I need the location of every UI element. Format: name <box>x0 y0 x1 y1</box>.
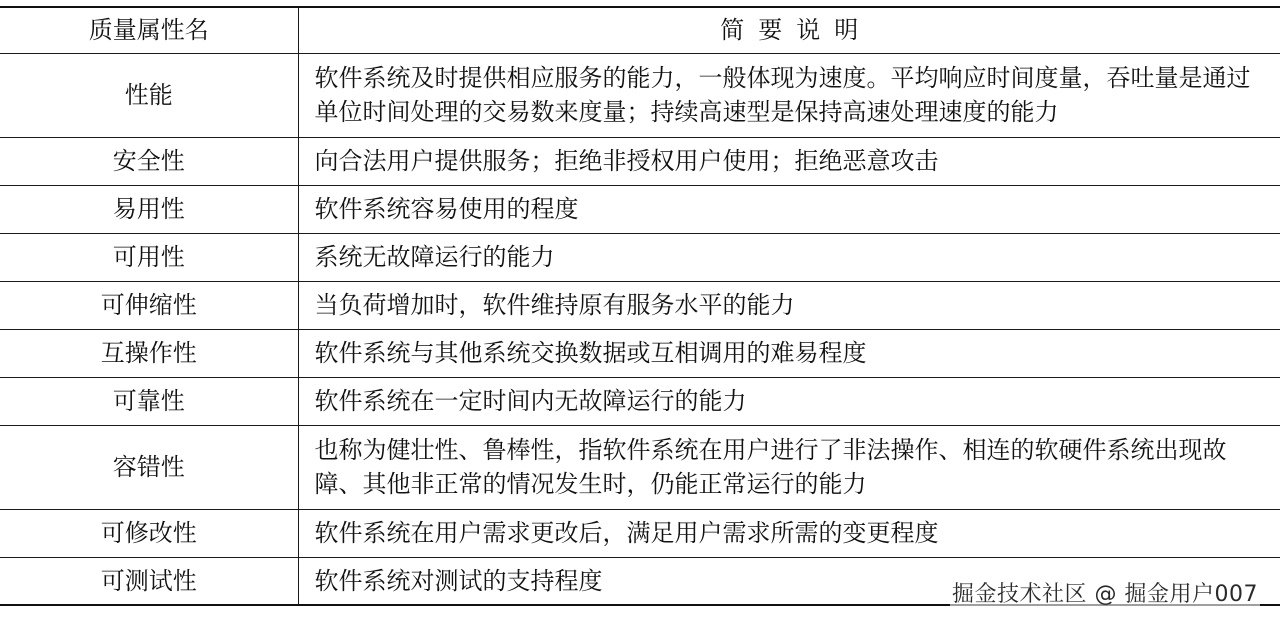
attribute-description-cell: 软件系统容易使用的程度 <box>298 185 1280 233</box>
table-row <box>0 425 1280 509</box>
table-row <box>0 53 1280 137</box>
table-row <box>0 137 1280 185</box>
attribute-name-cell: 性能 <box>0 53 298 137</box>
attribute-name-cell: 安全性 <box>0 137 298 185</box>
attribute-description-cell: 软件系统在一定时间内无故障运行的能力 <box>298 377 1280 425</box>
attribute-description-cell: 当负荷增加时，软件维持原有服务水平的能力 <box>298 281 1280 329</box>
table-row <box>0 281 1280 329</box>
table-row <box>0 377 1280 425</box>
quality-attributes-table <box>0 6 1280 606</box>
table-row <box>0 233 1280 281</box>
table-row <box>0 509 1280 557</box>
attribute-description-cell: 软件系统及时提供相应服务的能力，一般体现为速度。平均响应时间度量，吞吐量是通过单位时间处理的交易数来度量；持续高速型是保持高速处理速度的能力 <box>298 53 1280 137</box>
header-description: 简要说明 <box>298 7 1280 53</box>
attribute-description-cell: 软件系统在用户需求更改后，满足用户需求所需的变更程度 <box>298 509 1280 557</box>
table-row <box>0 329 1280 377</box>
attribute-description-cell: 也称为健壮性、鲁棒性，指软件系统在用户进行了非法操作、相连的软硬件系统出现故障、其他非正常的情况发生时，仍能正常运行的能力 <box>298 425 1280 509</box>
attribute-name-cell: 易用性 <box>0 185 298 233</box>
watermark: 掘金技术社区 @ 掘金用户007 <box>950 577 1260 608</box>
attribute-description-cell: 向合法用户提供服务；拒绝非授权用户使用；拒绝恶意攻击 <box>298 137 1280 185</box>
attribute-name-cell: 容错性 <box>0 425 298 509</box>
attribute-name-cell: 互操作性 <box>0 329 298 377</box>
attribute-description-cell: 软件系统与其他系统交换数据或互相调用的难易程度 <box>298 329 1280 377</box>
attribute-name-cell: 可伸缩性 <box>0 281 298 329</box>
header-attribute-name: 质量属性名 <box>0 7 298 53</box>
attribute-name-cell: 可测试性 <box>0 557 298 605</box>
attribute-name-cell: 可用性 <box>0 233 298 281</box>
table-row <box>0 185 1280 233</box>
attribute-description-cell: 软件系统对测试的支持程度 <box>298 557 1280 605</box>
attribute-name-cell: 可修改性 <box>0 509 298 557</box>
attribute-description-cell: 系统无故障运行的能力 <box>298 233 1280 281</box>
attribute-name-cell: 可靠性 <box>0 377 298 425</box>
table-header-row <box>0 7 1280 53</box>
